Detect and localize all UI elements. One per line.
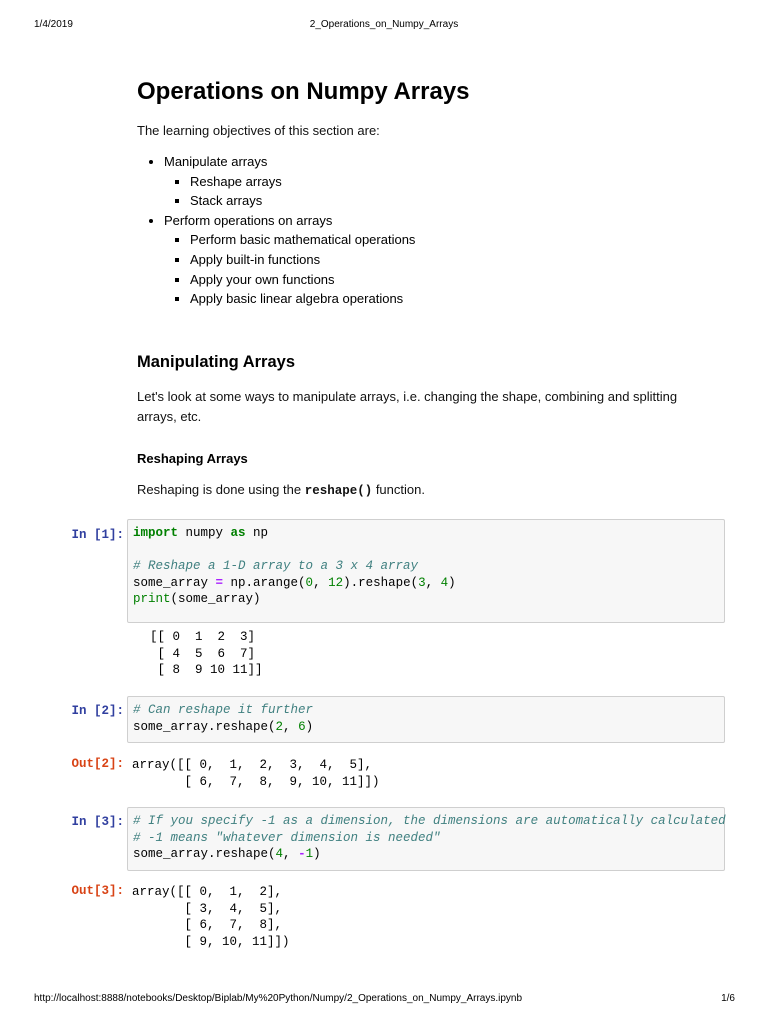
code-token: ) (448, 575, 456, 590)
operator: = (215, 575, 224, 590)
code-token: , (283, 847, 299, 861)
code-comment: # Reshape a 1-D array to a 3 x 4 array (133, 559, 419, 573)
code-comment: # -1 means "whatever dimension is needed" (133, 830, 441, 845)
code-token: some_array.reshape( (133, 847, 276, 861)
output-line: [ 3, 4, 5], (132, 901, 283, 916)
print-date: 1/4/2019 (34, 19, 73, 30)
manipulating-paragraph: Let's look at some ways to manipulate arrays, i.e. changing the shape, combining and splitting arrays, etc. (137, 389, 678, 424)
code-token: some_array (133, 575, 216, 590)
code-token: , (425, 575, 441, 590)
objective-label: Manipulate arrays (164, 154, 268, 169)
reshaping-text-before: Reshaping is done using the (137, 482, 305, 497)
code-line (133, 558, 719, 575)
objective-item (164, 152, 415, 211)
output-line: array([[ 0, 1, 2, 3, 4, 5], (132, 758, 373, 772)
objective-subitem: ▪ Apply your own functions (190, 270, 415, 290)
code-token: ) (313, 847, 321, 861)
code-line (133, 830, 719, 847)
code-cell-3[interactable] (127, 807, 725, 871)
number-literal: 3 (418, 575, 426, 590)
code-token: , (283, 719, 299, 734)
print-url: http://localhost:8888/notebooks/Desktop/Biplab/My%20Python/Numpy/2_Operations_on_Numpy_Arrays.ipynb (34, 993, 523, 1004)
code-line (133, 813, 726, 830)
code-token: (some_array) (170, 592, 261, 606)
reshaping-paragraph (137, 480, 425, 501)
keyword: as (230, 526, 246, 540)
objective-subitem: ▪ Reshape arrays (190, 172, 415, 192)
number-literal: 0 (305, 575, 314, 590)
builtin-function: print (133, 592, 171, 606)
code-token: ) (305, 719, 314, 734)
inline-code-reshape: reshape() (304, 484, 373, 498)
cell-output-2 (132, 757, 380, 790)
input-prompt-3: In [3]: (71, 815, 124, 829)
code-line (133, 702, 719, 719)
number-literal: 2 (275, 719, 284, 734)
output-line: array([[ 0, 1, 2], (132, 885, 283, 899)
code-cell-1[interactable] (127, 519, 725, 623)
number-literal: 6 (298, 719, 306, 734)
number-literal: 4 (275, 847, 284, 861)
code-token: some_array.reshape( (133, 719, 276, 734)
output-line: [[ 0 1 2 3] (150, 630, 256, 644)
code-comment: # If you specify -1 as a dimension, the dimensions are automatically calculated (133, 814, 726, 828)
objective-label: Perform operations on arrays (164, 212, 333, 228)
page-number: 1/6 (721, 993, 735, 1004)
subsection-heading-reshaping: Reshaping Arrays (137, 451, 248, 466)
print-title: 2_Operations_on_Numpy_Arrays (309, 19, 459, 30)
reshaping-text-after: function. (372, 482, 425, 497)
code-line (133, 575, 719, 592)
page-title: Operations on Numpy Arrays (137, 78, 470, 105)
output-line: [ 8 9 10 11]] (150, 663, 263, 677)
objective-subitem: ▪ Apply basic linear algebra operations (190, 289, 415, 309)
output-prompt-3: Out[3]: (71, 884, 124, 898)
input-prompt-1: In [1]: (71, 528, 124, 542)
code-line-blank (133, 542, 719, 559)
code-line (133, 525, 719, 542)
objective-sublist (164, 230, 415, 308)
objectives-list (137, 152, 415, 309)
output-line: [ 6, 7, 8, 9, 10, 11]]) (132, 774, 380, 789)
objective-subitem: ▪ Stack arrays (190, 191, 415, 211)
code-token: np.arange( (223, 575, 306, 590)
code-comment: # Can reshape it further (133, 703, 314, 717)
objective-item (164, 211, 415, 309)
code-token: numpy (178, 526, 231, 540)
number-literal: 4 (440, 575, 449, 590)
keyword: import (133, 526, 179, 540)
objective-sublist (164, 172, 415, 211)
code-token: np (245, 526, 269, 540)
code-line (133, 846, 719, 863)
output-line: [ 4 5 6 7] (150, 646, 256, 661)
input-prompt-2: In [2]: (71, 704, 124, 718)
operator: - (298, 847, 306, 861)
code-cell-2[interactable] (127, 696, 725, 743)
output-line: [ 6, 7, 8], (132, 918, 283, 932)
code-line (133, 719, 719, 736)
output-line: [ 9, 10, 11]]) (132, 934, 290, 949)
cell-output-3 (132, 884, 290, 950)
objective-subitem: ▪ Perform basic mathematical operations (190, 230, 415, 250)
number-literal: 1 (305, 847, 314, 861)
objective-subitem: ▪ Apply built-in functions (190, 250, 415, 270)
code-line (133, 591, 719, 608)
objectives-intro: The learning objectives of this section are: (137, 123, 380, 138)
code-token: , (313, 575, 329, 590)
code-token: ).reshape( (343, 575, 419, 590)
section-heading-manipulating: Manipulating Arrays (137, 353, 295, 371)
output-prompt-2: Out[2]: (71, 757, 124, 771)
number-literal: 12 (328, 575, 344, 590)
stdout-output-1 (150, 629, 263, 679)
